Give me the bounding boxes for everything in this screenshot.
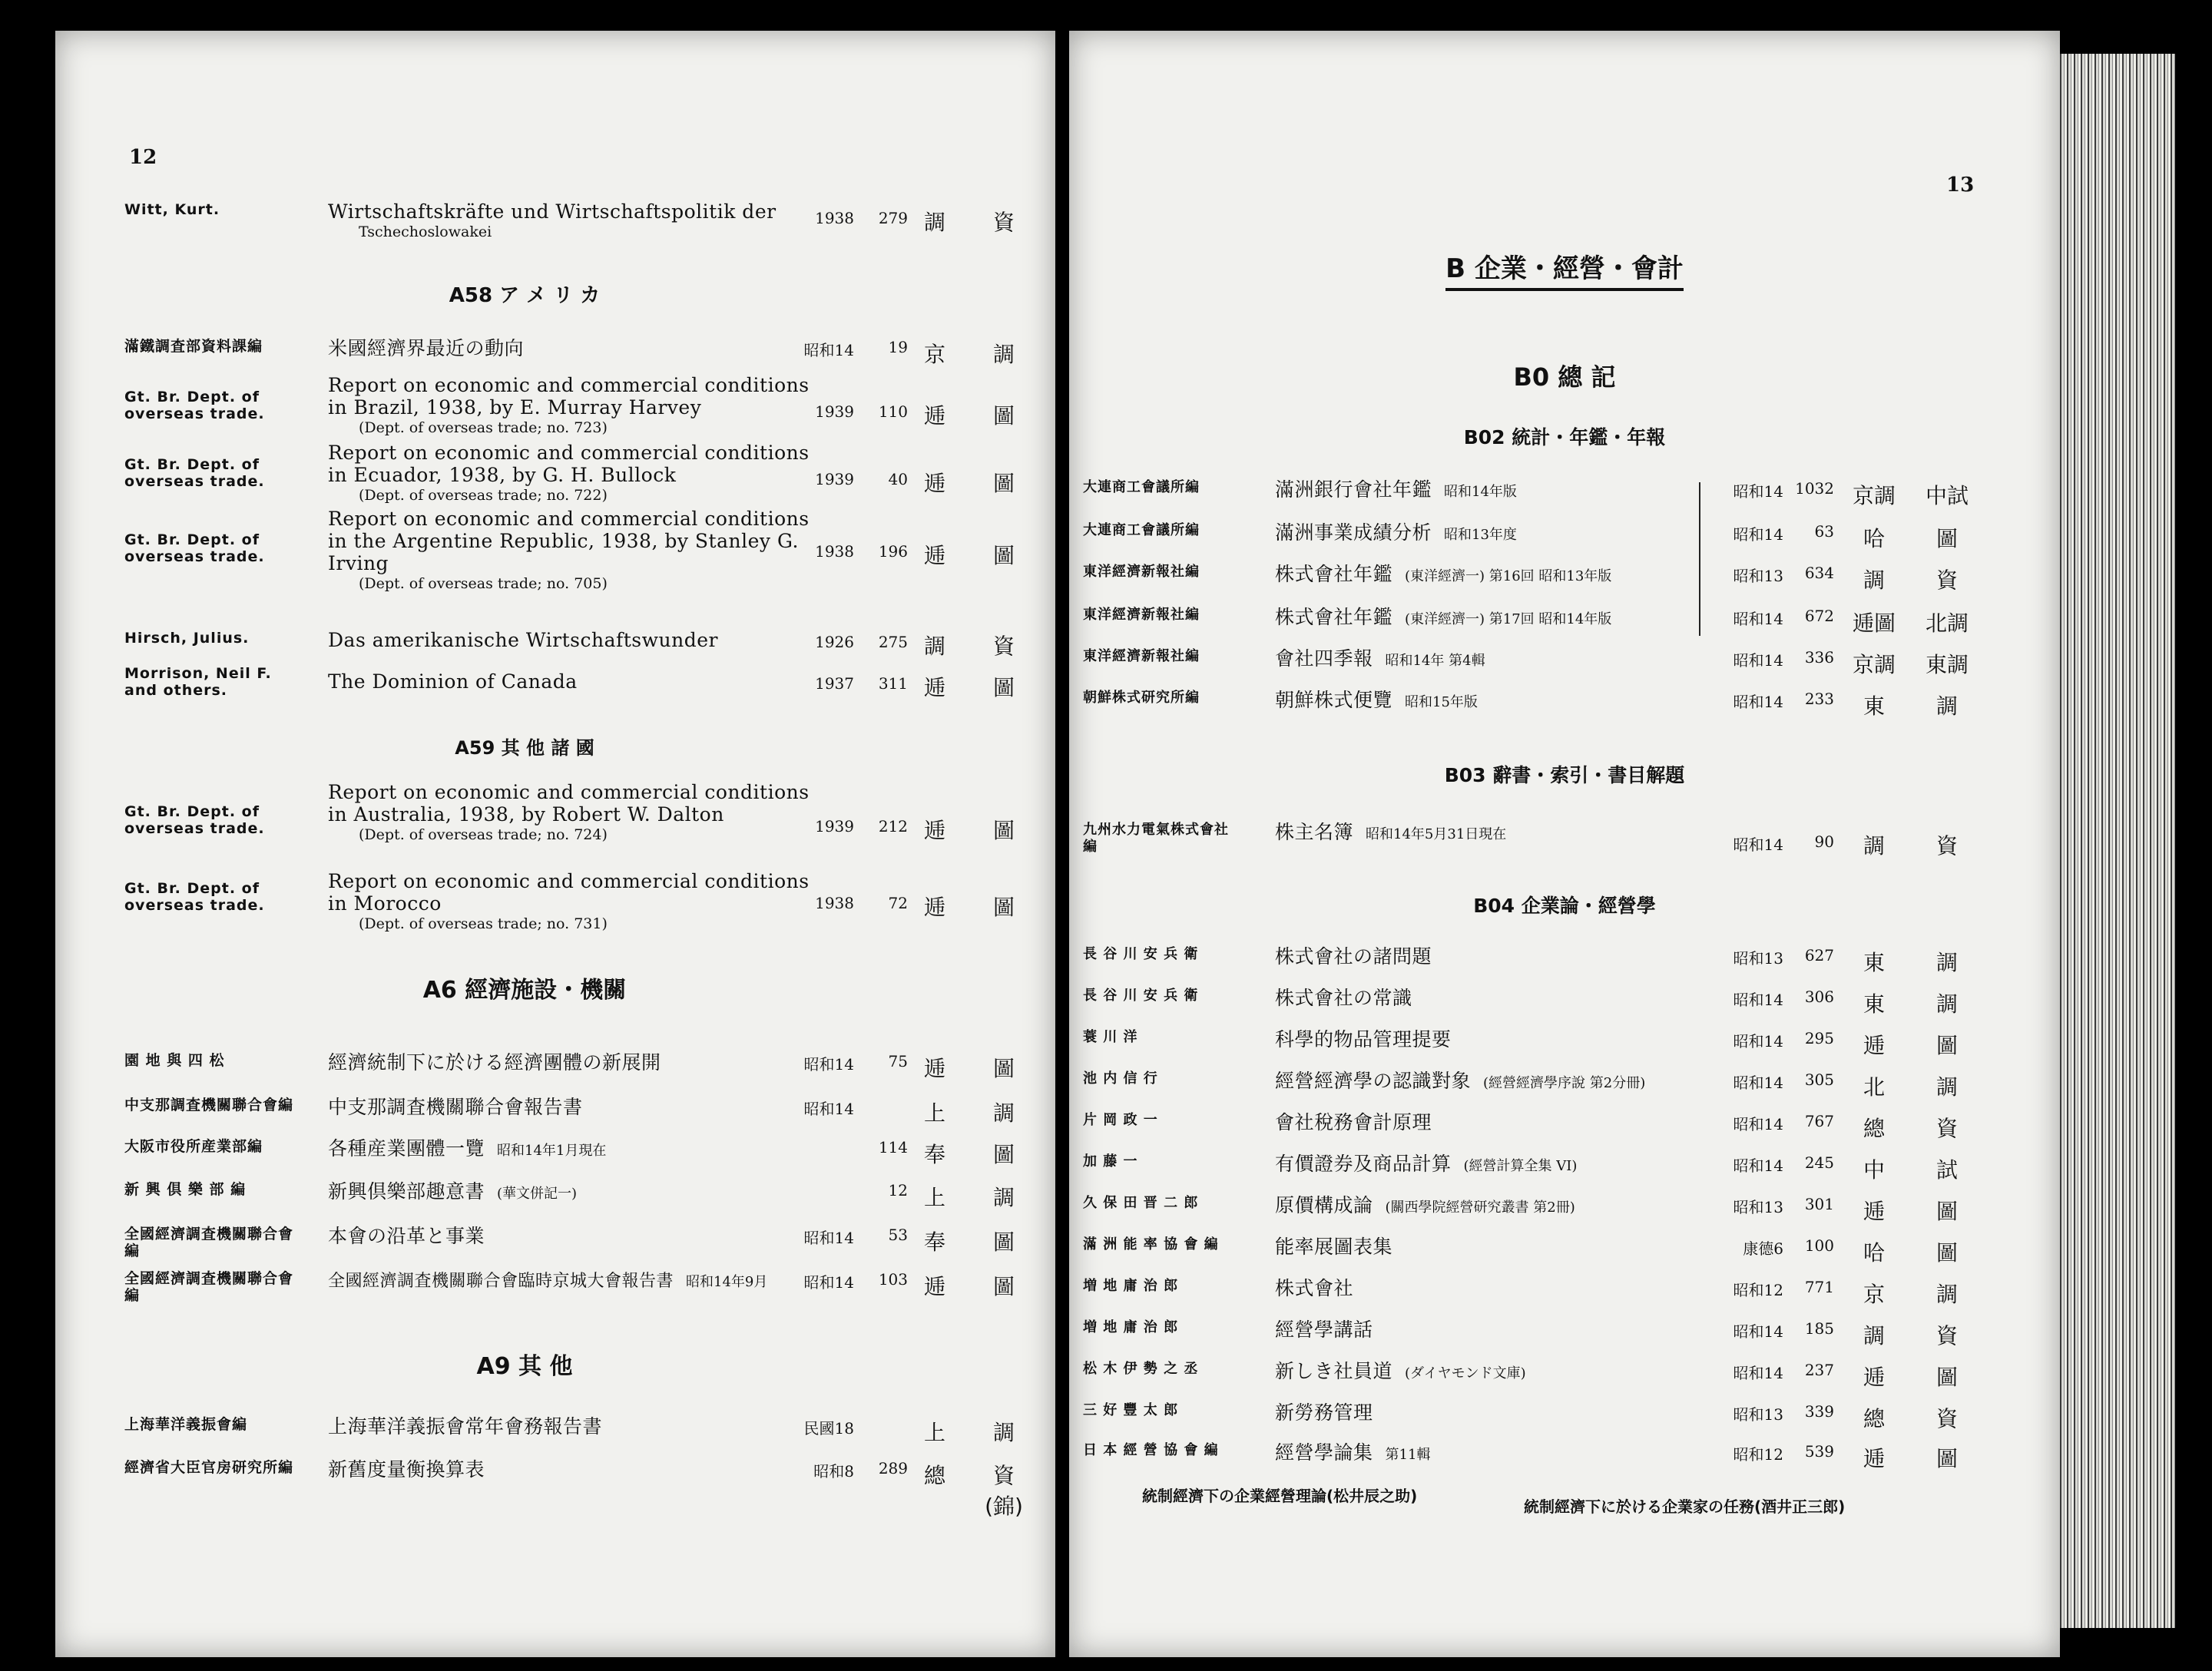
entry-location: 調 [1863, 1323, 1885, 1348]
entry-author: 池 内 信 行 [1083, 1070, 1158, 1087]
entry-pages: 301 [1804, 1195, 1834, 1213]
entry-year: 1926 [815, 633, 854, 651]
entry-title: 株式會社 [1275, 1277, 1354, 1299]
entry-pages: 53 [888, 1226, 908, 1244]
entry-location: 資 [1936, 1116, 1958, 1141]
entry-location: 圖 [992, 1229, 1015, 1255]
footer-note: 統制經濟下に於ける企業家の任務(酒井正三郎) [1524, 1497, 1846, 1516]
entry-location: 圖 [992, 895, 1015, 920]
entry-pages: 289 [878, 1459, 908, 1477]
entry-author: 滿鐵調査部資料課編 [124, 338, 263, 355]
entry-title: 經營學講話 [1275, 1319, 1373, 1341]
entry-location: 上 [923, 1185, 945, 1210]
entry-year: 昭和14 [1733, 1364, 1783, 1382]
entry-location: 圖 [992, 1142, 1015, 1167]
entry-title: 全國經濟調査機關聯合會臨時京城大會報告書 昭和14年9月 [328, 1272, 768, 1291]
entry-pages: 311 [878, 674, 908, 693]
entry-year: 昭和13 [1733, 1198, 1783, 1216]
entry-pages: 63 [1814, 522, 1834, 541]
entry-year: 昭和14 [803, 1055, 854, 1074]
entry-location: 調 [1863, 567, 1885, 593]
entry-pages: 627 [1804, 946, 1834, 965]
entry-author: 中支那調査機關聯合會編 [124, 1097, 294, 1113]
entry-location: 調 [1863, 833, 1885, 859]
entry-pages: 275 [878, 633, 908, 651]
entry-location: 圖 [992, 818, 1015, 843]
entry-title: 滿洲事業成績分析 昭和13年度 [1275, 521, 1517, 544]
entry-year: 1937 [815, 674, 854, 693]
entry-year: 昭和13 [1733, 1405, 1783, 1424]
entry-location: 調 [923, 634, 945, 659]
entry-title: 中支那調査機關聯合會報告書 [328, 1096, 583, 1118]
entry-title: Report on economic and commercial conditions in Ecuador, 1938, by G. H. Bullock (Dept. of overseas trade; no. 722) [328, 442, 810, 504]
entry-year: 1938 [815, 209, 854, 227]
section-heading: A6 經濟施設・機關 [422, 977, 627, 1004]
entry-year: 昭和14 [1733, 991, 1783, 1009]
entry-year: 民國18 [803, 1419, 854, 1438]
entry-year: 昭和14 [803, 341, 854, 359]
entry-year: 昭和14 [1733, 610, 1783, 628]
section-heading: B03 辭書・索引・書目解題 [1444, 764, 1685, 786]
entry-pages: 339 [1804, 1402, 1834, 1421]
entry-year: 昭和14 [1733, 693, 1783, 711]
entry-author: Gt. Br. Dept. of overseas trade. [124, 389, 265, 422]
entry-location: 逓 [923, 675, 945, 700]
entry-location: 逓 [923, 818, 945, 843]
entry-year: 昭和14 [1733, 525, 1783, 544]
entry-pages: 110 [878, 402, 908, 421]
entry-location: 京調 [1852, 483, 1896, 508]
entry-pages: 75 [888, 1052, 908, 1070]
entry-location: 中試 [1925, 483, 1969, 508]
entry-location: 資 [1936, 1406, 1958, 1431]
entry-title: 新興倶樂部趣意書 (華文併記一) [328, 1180, 578, 1203]
entry-location: 逓 [1863, 1365, 1885, 1390]
left-page [55, 31, 1055, 1657]
book-edge [2060, 54, 2175, 1628]
entry-location: 總 [1863, 1116, 1885, 1141]
section-heading: A58 ア メ リ カ [449, 284, 601, 307]
entry-location: 總 [923, 1463, 945, 1488]
entry-pages: 19 [888, 338, 908, 356]
entry-location: 逓 [1863, 1199, 1885, 1224]
entry-location: 奉 [923, 1142, 945, 1167]
entry-title: 有價證券及商品計算 (經營計算全集 VI) [1275, 1153, 1578, 1175]
entry-location: 上 [923, 1420, 945, 1445]
entry-author: 増 地 庸 治 郎 [1083, 1319, 1179, 1335]
entry-author: 東洋經濟新報社編 [1083, 648, 1200, 664]
section-heading: B0 總 記 [1513, 362, 1616, 392]
entry-location: 圖 [1936, 1446, 1958, 1471]
footer-note: 統制經濟下の企業經營理論(松井辰之助) [1142, 1487, 1418, 1505]
entry-author: 經濟省大臣官房研究所編 [124, 1459, 294, 1476]
entry-location: 總 [1863, 1406, 1885, 1431]
entry-title: 上海華洋義振會常年會務報告書 [328, 1415, 603, 1438]
entry-author: 蓑 川 洋 [1083, 1029, 1138, 1045]
entry-location: 京 [923, 342, 945, 367]
entry-author: 園 地 與 四 松 [124, 1052, 225, 1069]
entry-location: 京調 [1852, 652, 1896, 677]
entry-title: 經營學論集 第11輯 [1275, 1441, 1431, 1464]
entry-location: 調 [1936, 950, 1958, 975]
entry-title: 原價構成論 (關西學院經營研究叢書 第2冊) [1275, 1194, 1575, 1216]
entry-location: 圖 [992, 403, 1015, 429]
entry-location: 逓 [923, 471, 945, 496]
entry-author: Morrison, Neil F. and others. [124, 665, 272, 699]
entry-title: 滿洲銀行會社年鑑 昭和14年版 [1275, 478, 1517, 501]
entry-location: 東 [1863, 693, 1885, 719]
entry-year: 昭和14 [1733, 1322, 1783, 1341]
entry-author: 増 地 庸 治 郎 [1083, 1278, 1179, 1294]
entry-title: Report on economic and commercial conditions in Morocco (Dept. of overseas trade; no. 731) [328, 870, 810, 932]
entry-title: 會社稅務會計原理 [1275, 1111, 1432, 1133]
entry-location: 圖 [1936, 526, 1958, 551]
entry-author: 松 木 伊 勢 之 丞 [1083, 1361, 1199, 1377]
entry-year: 昭和13 [1733, 949, 1783, 968]
entry-location: 逓圖 [1852, 610, 1896, 636]
entry-author: 三 好 豐 太 郎 [1083, 1402, 1179, 1418]
entry-title: 會社四季報 昭和14年 第4輯 [1275, 647, 1485, 670]
section-heading: B04 企業論・經營學 [1473, 895, 1656, 917]
section-heading: A59 其 他 諸 國 [455, 737, 594, 759]
entry-year: 昭和14 [1733, 651, 1783, 670]
entry-location: 東調 [1925, 652, 1969, 677]
entry-author: 滿 洲 能 率 協 會 編 [1083, 1236, 1219, 1252]
entry-pages: 305 [1804, 1070, 1834, 1089]
entry-location: 圖 [1936, 1199, 1958, 1224]
entry-pages: 336 [1804, 648, 1834, 667]
entry-year: 昭和14 [1733, 1156, 1783, 1175]
entry-location: 圖 [992, 675, 1015, 700]
entry-pages: 196 [878, 542, 908, 561]
entry-author: 全國經濟調査機關聯合會編 [124, 1226, 294, 1259]
entry-author: Gt. Br. Dept. of overseas trade. [124, 531, 265, 565]
page-number: 12 [129, 146, 157, 169]
entry-year: 1938 [815, 894, 854, 912]
entry-author: Witt, Kurt. [124, 201, 220, 218]
entry-author: 九州水力電氣株式會社編 [1083, 822, 1229, 855]
entry-author: 東洋經濟新報社編 [1083, 607, 1200, 623]
entry-location: 圖 [1936, 1033, 1958, 1058]
entry-location: 哈 [1863, 526, 1885, 551]
entry-pages: 634 [1804, 564, 1834, 582]
entry-location: 調 [992, 1185, 1015, 1210]
entry-year: 1939 [815, 817, 854, 836]
entry-pages: 245 [1804, 1153, 1834, 1172]
entry-year: 昭和8 [813, 1462, 854, 1481]
entry-location: 北 [1863, 1074, 1885, 1100]
entry-author: 久 保 田 晋 二 郎 [1083, 1195, 1199, 1211]
entry-title: 株主名簿 昭和14年5月31日現在 [1275, 821, 1507, 843]
entry-location: 調 [923, 210, 945, 235]
entry-author: Gt. Br. Dept. of overseas trade. [124, 803, 265, 837]
entry-location: 調 [992, 1100, 1015, 1126]
entry-title: Report on economic and commercial conditions in Brazil, 1938, by E. Murray Harvey (Dept. of overseas trade; no. 723) [328, 374, 810, 436]
entry-location: 圖 [1936, 1365, 1958, 1390]
entry-location: 調 [1936, 1074, 1958, 1100]
page-number: 13 [1946, 174, 1975, 197]
entry-year: 昭和14 [803, 1273, 854, 1292]
entry-title: Report on economic and commercial conditions in the Argentine Republic, 1938, by Stanley G. Irving (Dept. of overseas trade; no. 705) [328, 508, 810, 592]
entry-location: 逓 [923, 1056, 945, 1081]
entry-year: 昭和12 [1733, 1445, 1783, 1464]
right-page [1069, 31, 2060, 1657]
entry-location: 上 [923, 1100, 945, 1126]
entry-title: 本會の沿革と事業 [328, 1225, 485, 1247]
entry-title: 經營經濟學の認識對象 (經營經濟學序說 第2分冊) [1275, 1070, 1646, 1092]
entry-year: 昭和13 [1733, 567, 1783, 585]
entry-year: 昭和14 [1733, 1074, 1783, 1092]
entry-title: 株式會社の諸問題 [1275, 945, 1432, 968]
entry-year: 昭和14 [1733, 482, 1783, 501]
entry-location: 東 [1863, 950, 1885, 975]
section-heading: B02 統計・年鑑・年報 [1463, 426, 1666, 448]
entry-author: 大連商工會議所編 [1083, 479, 1200, 495]
entry-title: 株式會社年鑑 (東洋經濟一) 第17回 昭和14年版 [1275, 606, 1612, 628]
entry-location: 北調 [1925, 610, 1969, 636]
entry-year: 昭和14 [1733, 1032, 1783, 1051]
entry-pages: 90 [1814, 832, 1834, 851]
entry-author: Gt. Br. Dept. of overseas trade. [124, 880, 265, 914]
entry-title: Das amerikanische Wirtschaftswunder [328, 629, 718, 651]
entry-location: 東 [1863, 991, 1885, 1017]
entry-location: 中 [1863, 1157, 1885, 1183]
entry-author: Gt. Br. Dept. of overseas trade. [124, 456, 265, 490]
entry-title: 各種産業團體一覽 昭和14年1月現在 [328, 1137, 607, 1160]
entry-year: 昭和14 [1733, 1115, 1783, 1133]
entry-year: 昭和14 [803, 1229, 854, 1247]
entry-author: 大阪市役所産業部編 [124, 1138, 263, 1155]
entry-title: 科學的物品管理提要 [1275, 1028, 1452, 1051]
entry-title: 經濟統制下に於ける經濟團體の新展開 [328, 1051, 661, 1074]
entry-location: 圖 [1936, 1240, 1958, 1266]
entry-author: 新 興 倶 樂 部 編 [124, 1181, 247, 1198]
entry-location: 試 [1936, 1157, 1958, 1183]
section-heading: A9 其 他 [476, 1353, 573, 1380]
entry-author: 上海華洋義振會編 [124, 1416, 248, 1433]
entry-pages: 306 [1804, 988, 1834, 1006]
entry-year: 1939 [815, 402, 854, 421]
entry-year: 昭和14 [1733, 836, 1783, 854]
entry-pages: 237 [1804, 1361, 1834, 1379]
entry-author: 加 藤 一 [1083, 1153, 1138, 1170]
entry-author: 東洋經濟新報社編 [1083, 564, 1200, 580]
entry-pages: 672 [1804, 607, 1834, 625]
entry-location: 資 [1936, 1323, 1958, 1348]
entry-pages: 185 [1804, 1319, 1834, 1338]
entry-location: 逓 [923, 403, 945, 429]
entry-location: 調 [992, 342, 1015, 367]
entry-author: 大連商工會議所編 [1083, 522, 1200, 538]
entry-location: 圖 [992, 1274, 1015, 1299]
entry-location: 逓 [923, 543, 945, 568]
entry-title: 能率展圖表集 [1275, 1236, 1393, 1258]
entry-location: 資(錦) [985, 1463, 1023, 1519]
entry-location: 逓 [1863, 1033, 1885, 1058]
entry-location: 調 [1936, 693, 1958, 719]
entry-location: 資 [992, 210, 1015, 235]
entry-author: 日 本 經 營 協 會 編 [1083, 1442, 1219, 1458]
entry-pages: 103 [878, 1270, 908, 1289]
entry-pages: 12 [888, 1181, 908, 1199]
entry-author: 長 谷 川 安 兵 衛 [1083, 988, 1199, 1004]
entry-location: 京 [1863, 1282, 1885, 1307]
entry-title: 株式會社年鑑 (東洋經濟一) 第16回 昭和13年版 [1275, 563, 1612, 585]
entry-location: 逓 [923, 1274, 945, 1299]
entry-title: Report on economic and commercial conditions in Australia, 1938, by Robert W. Dalton (Dept. of overseas trade; no. 724) [328, 781, 810, 843]
entry-title: 新舊度量衡換算表 [328, 1458, 485, 1481]
entry-location: 逓 [923, 895, 945, 920]
entry-pages: 295 [1804, 1029, 1834, 1047]
entry-location: 資 [1936, 567, 1958, 593]
entry-title: 新勞務管理 [1275, 1401, 1373, 1424]
entry-year: 1938 [815, 542, 854, 561]
entry-title: 新しき社員道 (ダイヤモンド文庫) [1275, 1360, 1526, 1382]
entry-location: 圖 [992, 543, 1015, 568]
entry-location: 資 [992, 634, 1015, 659]
entry-pages: 767 [1804, 1112, 1834, 1130]
entry-pages: 72 [888, 894, 908, 912]
chapter-heading: B 企業・經營・會計 [1069, 247, 2060, 291]
entry-year: 1939 [815, 470, 854, 488]
entry-author: 長 谷 川 安 兵 衛 [1083, 946, 1199, 962]
entry-location: 調 [1936, 1282, 1958, 1307]
entry-location: 逓 [1863, 1446, 1885, 1471]
entry-author: 朝鮮株式研究所編 [1083, 690, 1200, 706]
entry-title: 米國經濟界最近の動向 [328, 337, 525, 359]
entry-pages: 212 [878, 817, 908, 836]
entry-author: Hirsch, Julius. [124, 630, 250, 647]
entry-location: 奉 [923, 1229, 945, 1255]
entry-year: 昭和12 [1733, 1281, 1783, 1299]
entry-title: The Dominion of Canada [328, 670, 578, 693]
entry-location: 哈 [1863, 1240, 1885, 1266]
entry-author: 片 岡 政 一 [1083, 1112, 1158, 1128]
entry-location: 調 [1936, 991, 1958, 1017]
entry-pages: 40 [888, 470, 908, 488]
entry-author: 全國經濟調査機關聯合會編 [124, 1270, 294, 1304]
entry-title: Wirtschaftskräfte und Wirtschaftspolitik der Tschechoslowakei [328, 200, 777, 240]
entry-title: 株式會社の常識 [1275, 987, 1412, 1009]
entry-pages: 771 [1804, 1278, 1834, 1296]
entry-year: 康德6 [1743, 1239, 1783, 1258]
entry-pages: 114 [878, 1138, 908, 1156]
entry-title: 朝鮮株式便覽 昭和15年版 [1275, 689, 1478, 711]
table-row [55, 201, 1055, 247]
entry-pages: 279 [878, 209, 908, 227]
entry-location: 圖 [992, 471, 1015, 496]
entry-pages: 539 [1804, 1442, 1834, 1461]
entry-location: 調 [992, 1420, 1015, 1445]
entry-pages: 1032 [1795, 479, 1834, 498]
entry-location: 資 [1936, 833, 1958, 859]
entry-pages: 233 [1804, 690, 1834, 708]
entry-location: 圖 [992, 1056, 1015, 1081]
entry-year: 昭和14 [803, 1100, 854, 1118]
entry-pages: 100 [1804, 1236, 1834, 1255]
